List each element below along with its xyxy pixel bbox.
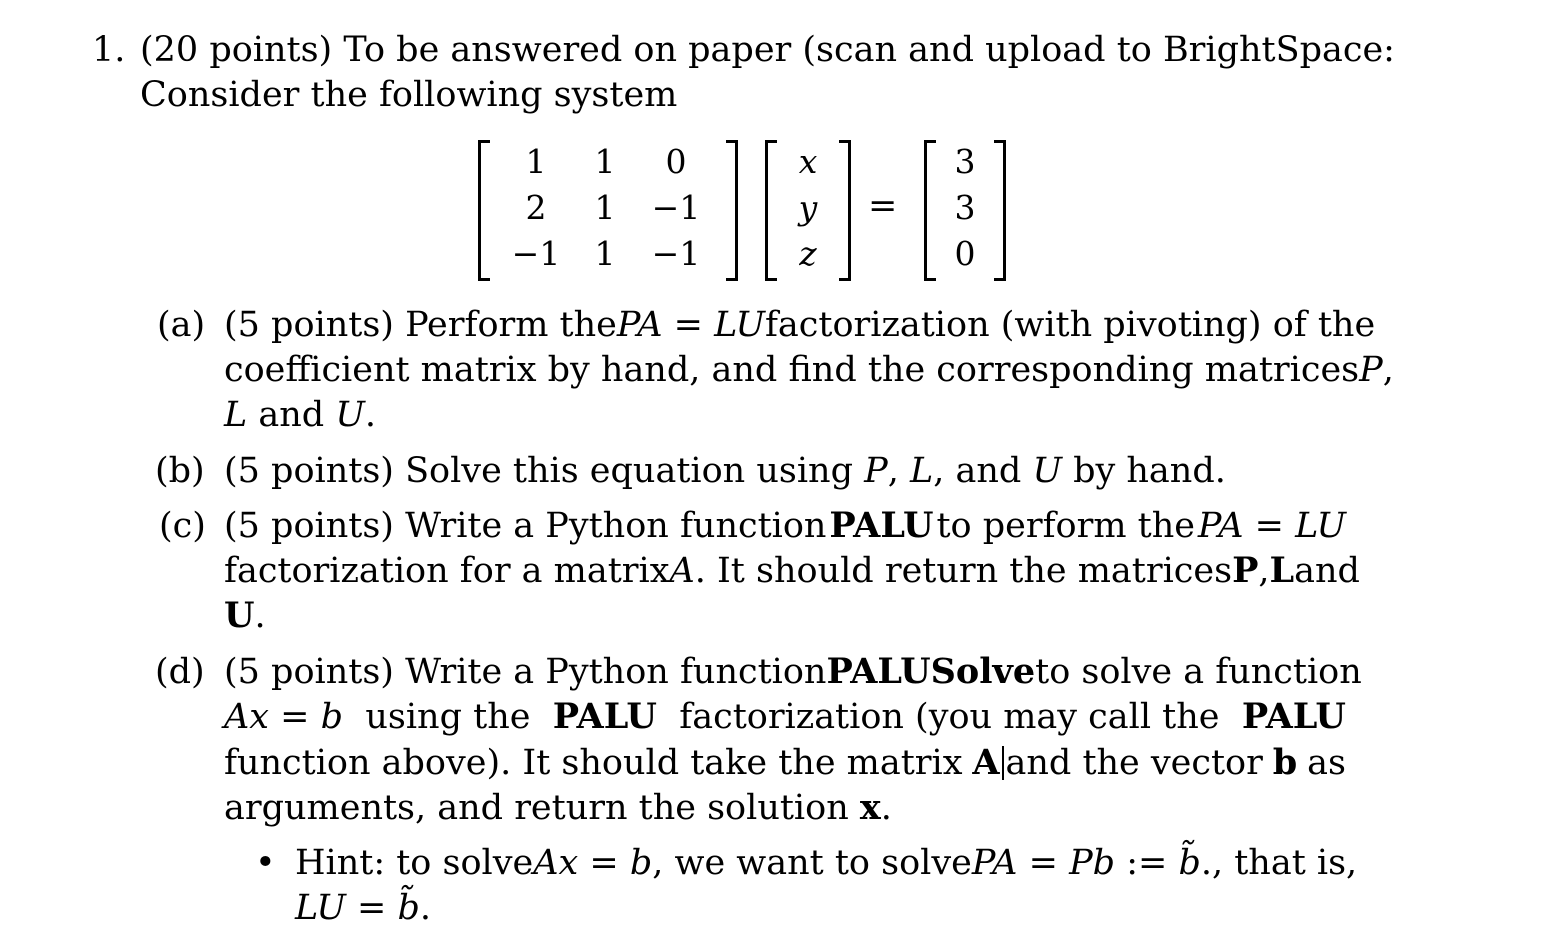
vector-cell: x bbox=[798, 142, 818, 181]
problem-intro-line-1: (20 points) To be answered on paper (scan and upload to BrightSpace: bbox=[140, 30, 1395, 70]
part-a-line-1: (5 points) Perform the PA = LU factorization (with pivoting) of the bbox=[224, 305, 1376, 345]
matrix-cell: 1 bbox=[594, 188, 616, 227]
vector-cell: 3 bbox=[954, 142, 976, 181]
vector-cell: 3 bbox=[954, 188, 976, 227]
right-bracket bbox=[726, 140, 738, 281]
part-a-label: (a) bbox=[157, 305, 206, 345]
part-d-line-4: arguments, and return the solution x. bbox=[224, 787, 892, 828]
part-c-line-2: factorization for a matrix A. It should return the matrices P, L and bbox=[224, 550, 1360, 591]
part-d-line-1: (5 points) Write a Python function PALUSolve to solve a function bbox=[224, 651, 1362, 692]
vector-cell: 0 bbox=[954, 234, 976, 273]
matrix-cell: −1 bbox=[651, 234, 701, 273]
hint-line-2: LU = b̃. bbox=[295, 888, 431, 928]
hint-bullet: • bbox=[255, 843, 276, 883]
part-c-line-3: U. bbox=[224, 595, 266, 636]
text-cursor bbox=[1002, 746, 1004, 780]
left-bracket bbox=[478, 140, 490, 281]
vector-cell: z bbox=[799, 234, 817, 273]
matrix-cell: −1 bbox=[511, 234, 561, 273]
part-a-line-2: coefficient matrix by hand, and find the corresponding matrices P, bbox=[224, 350, 1394, 390]
left-bracket bbox=[765, 140, 777, 281]
matrix-cell: 0 bbox=[665, 142, 687, 181]
part-d-line-3: function above). It should take the matrix A and the vector b as bbox=[224, 742, 1346, 783]
problem-number: 1. bbox=[92, 30, 126, 70]
part-b-label: (b) bbox=[155, 451, 205, 491]
part-c-line-1: (5 points) Write a Python function PALU to perform the PA = LU bbox=[224, 505, 1346, 546]
rhs-vector bbox=[924, 140, 1006, 277]
right-bracket bbox=[994, 140, 1006, 281]
hint-line-1: Hint: to solve Ax = b, we want to solve PA = Pb := b̃., that is, bbox=[295, 843, 1358, 883]
matrix-cell: 1 bbox=[525, 142, 547, 181]
matrix-cell: −1 bbox=[651, 188, 701, 227]
part-d-label: (d) bbox=[155, 652, 205, 692]
matrix-cell: 2 bbox=[525, 188, 547, 227]
variable-vector bbox=[765, 140, 851, 277]
part-d-line-2: Ax = b using the PALU factorization (you may call the PALU bbox=[224, 696, 1346, 737]
problem-intro-line-2: Consider the following system bbox=[140, 75, 678, 115]
equals-sign: = bbox=[868, 186, 898, 226]
matrix-cell: 1 bbox=[594, 142, 616, 181]
part-a-line-3: L and U. bbox=[224, 395, 376, 435]
part-b-line-1: (5 points) Solve this equation using P, L, and U by hand. bbox=[224, 451, 1226, 491]
vector-cell: y bbox=[798, 188, 818, 227]
matrix-cell: 1 bbox=[594, 234, 616, 273]
part-c-label: (c) bbox=[159, 506, 206, 546]
coefficient-matrix bbox=[478, 140, 738, 277]
right-bracket bbox=[839, 140, 851, 281]
